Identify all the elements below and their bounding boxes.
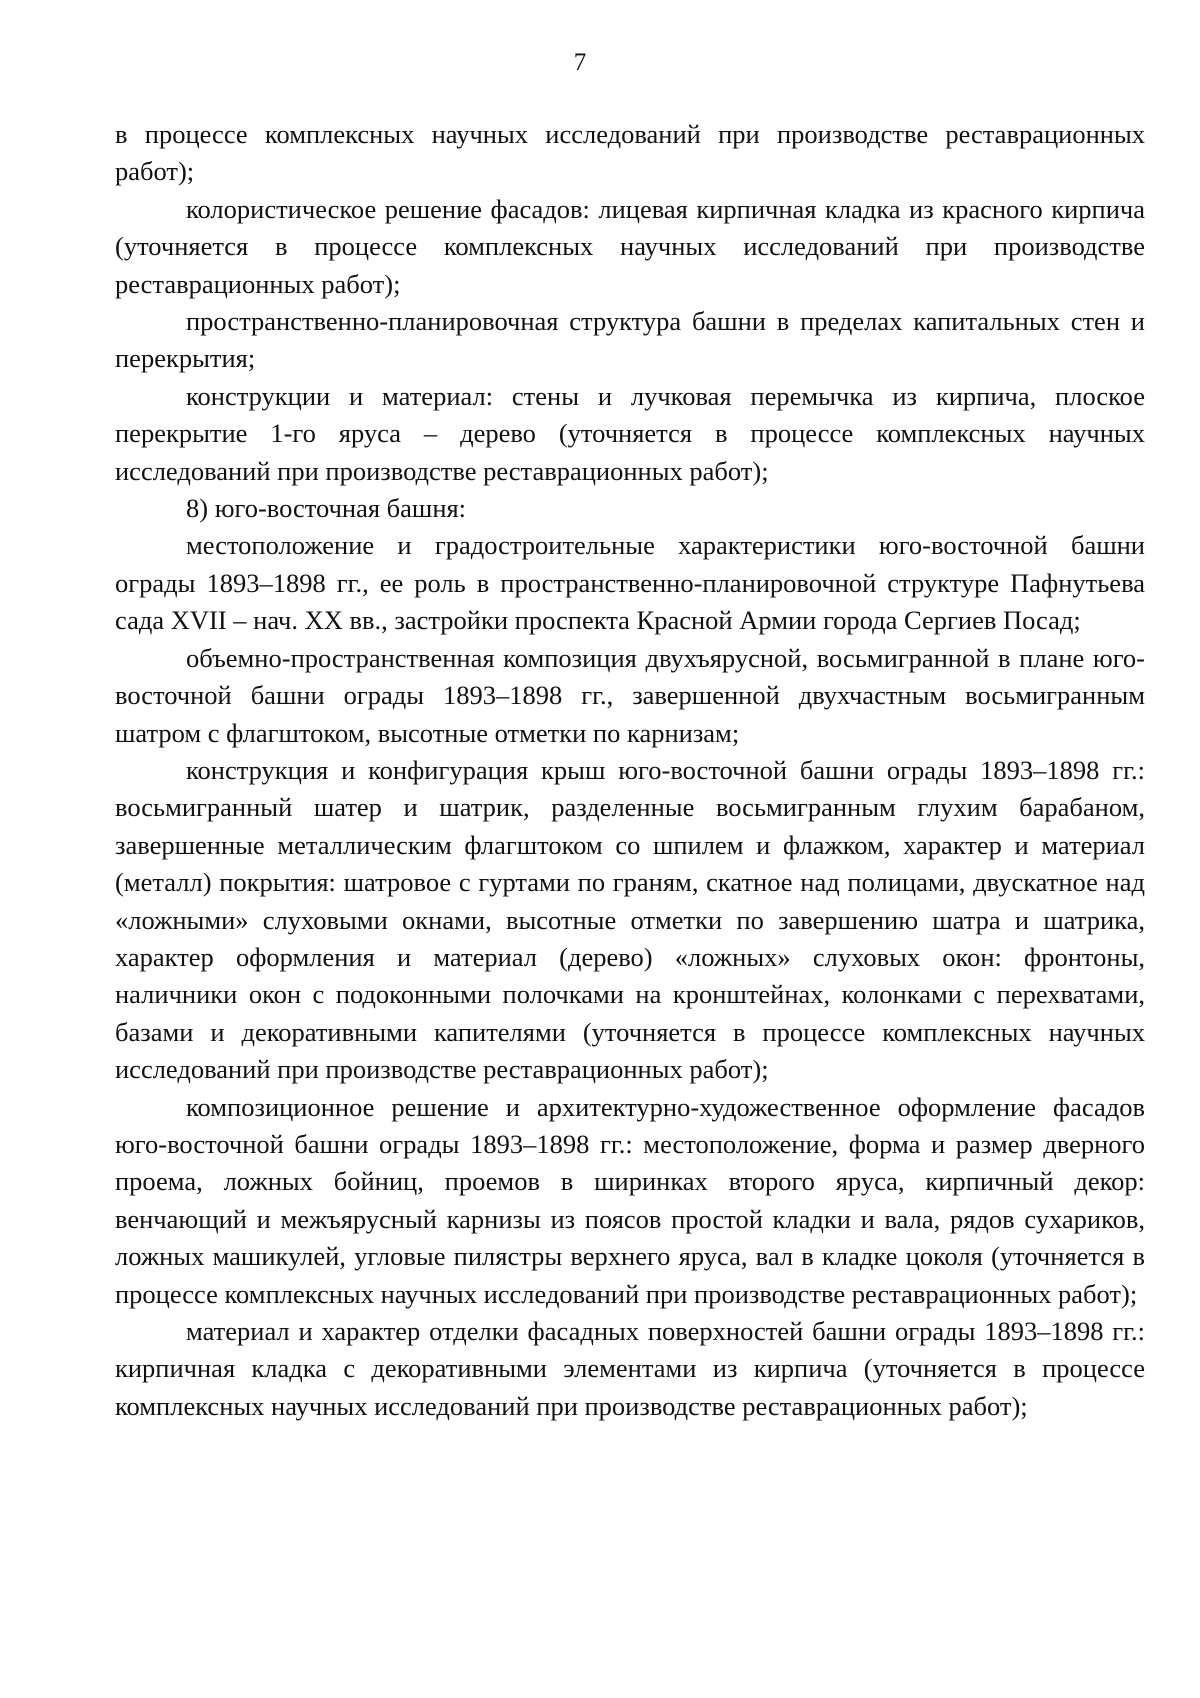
paragraph: местоположение и градостроительные характеристики юго-восточной башни ограды 1893–1898 гг., ее роль в пространственно-планировочной структуре Пафнутьева сада XVII – нач. XX вв., застройки проспекта Красной Армии города Сергиев Посад; (115, 530, 1145, 636)
paragraph: в процессе комплексных научных исследований при производстве реставрационных работ); (115, 119, 1145, 187)
paragraph: объемно-пространственная композиция двухъярусной, восьмигранной в плане юго-восточной башни ограды 1893–1898 гг., завершенной двухчастным восьмигранным шатром с флагштоком, высотные отметки по карнизам; (115, 642, 1145, 748)
paragraph: конструкции и материал: стены и лучковая перемычка из кирпича, плоское перекрытие 1-го яруса – дерево (уточняется в процессе комплексных научных исследований при производстве реставрационных работ); (115, 380, 1145, 486)
paragraph: конструкция и конфигурация крыш юго-восточной башни ограды 1893–1898 гг.: восьмигранный шатер и шатрик, разделенные восьмигранным глухим барабаном, завершенные металлическим флагштоком со шпилем и флажком, характер и материал (металл) покрытия: шатровое с гуртами по граням, скатное над полицами, двускатное над «ложными» слуховыми окнами, высотные отметки по завершению шатра и шатрика, характер оформления и материал (дерево) «ложных» слуховых окон: фронтоны, наличники окон с подоконными полочками на кронштейнах, колонками с перехватами, базами и декоративными капителями (уточняется в процессе комплексных научных исследований при производстве реставрационных работ); (115, 754, 1145, 1085)
paragraph: пространственно-планировочная структура башни в пределах капитальных стен и перекрытия; (115, 306, 1145, 374)
paragraph: композиционное решение и архитектурно-художественное оформление фасадов юго-восточной башни ограды 1893–1898 гг.: местоположение, форма и размер дверного проема, ложных бойниц, проемов в ширинках второго яруса, кирпичный декор: венчающий и межъярусный карнизы из поясов простой кладки и вала, рядов сухариков, ложных машикулей, угловые пилястры верхнего яруса, вал в кладке цоколя (уточняется в процессе комплексных научных исследований при производстве реставрационных работ); (115, 1091, 1145, 1309)
page-number: 7 (573, 49, 587, 76)
paragraph: колористическое решение фасадов: лицевая кирпичная кладка из красного кирпича (уточняется в процессе комплексных научных исследований при производстве реставрационных работ); (115, 193, 1145, 299)
section-heading: 8) юго-восточная башня: (186, 493, 467, 524)
document-body (115, 116, 1145, 1425)
paragraph: материал и характер отделки фасадных поверхностей башни ограды 1893–1898 гг.: кирпичная кладка с декоративными элементами из кирпича (уточняется в процессе комплексных научных исследований при производстве реставрационных работ); (115, 1316, 1145, 1421)
